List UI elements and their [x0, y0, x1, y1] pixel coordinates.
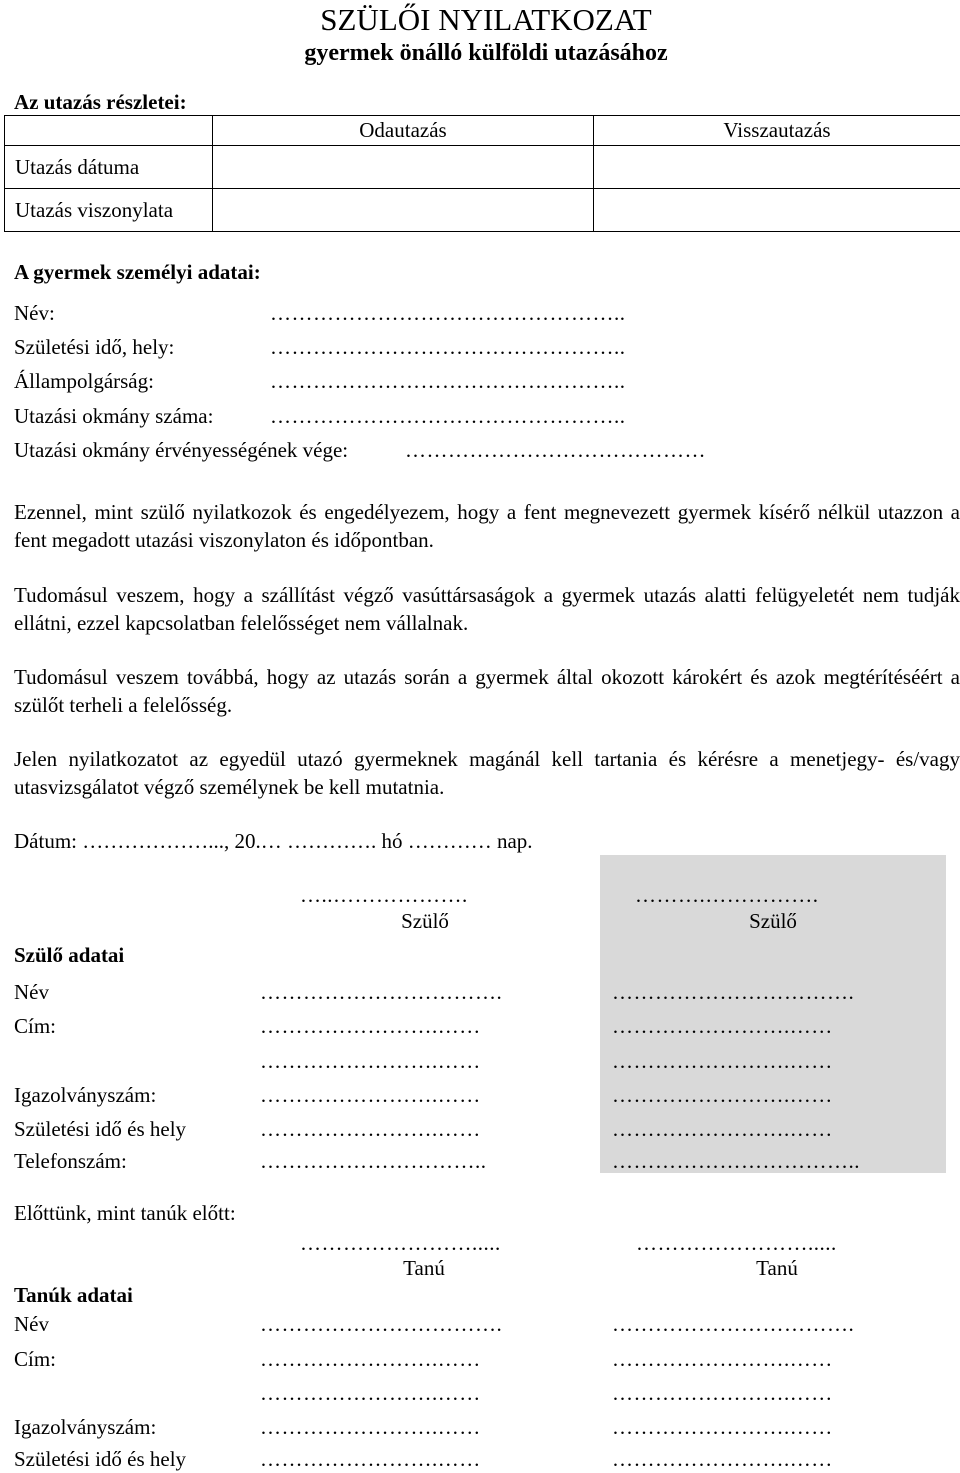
parent2-address-field-2[interactable]: …………………….…… [612, 1049, 833, 1073]
parent1-id-field[interactable]: …………………….…… [260, 1083, 481, 1107]
witness1-id-field[interactable]: …………………….…… [260, 1415, 481, 1439]
supervision-paragraph: Tudomásul veszem, hogy a szállítást végző vasúttársaságok a gyermek utazás alatti felügyeletét nem tudják ellátni, ezzel kapcsolatban felelősséget nem vállalnak. [14, 583, 960, 635]
child-section-label: A gyermek személyi adatai: [14, 260, 261, 284]
witness1-address-field[interactable]: …………………….…… [260, 1347, 481, 1371]
parent1-name-field[interactable]: ……………………………. [260, 980, 503, 1004]
witness1-signature-line[interactable]: ……………………..... [300, 1231, 501, 1255]
document-subtitle: gyermek önálló külföldi utazásához [304, 40, 668, 66]
child-citizenship-field[interactable]: ………………………………………….. [270, 369, 626, 393]
col-return: Visszautazás [594, 116, 960, 146]
witness1-signature-label: Tanú [403, 1256, 445, 1280]
witness1-name-field[interactable]: ……………………………. [260, 1312, 503, 1336]
document-title: SZÜLŐI NYILATKOZAT [320, 2, 652, 37]
date-line[interactable]: Dátum: ………………..., 20.… …………. hó ………… nap. [14, 829, 533, 853]
witness2-id-field[interactable]: …………………….…… [612, 1415, 833, 1439]
child-name-label: Név: [14, 301, 55, 325]
witness-name-label: Név [14, 1312, 49, 1336]
parents-section-label: Szülő adatai [14, 943, 125, 967]
row-travel-date: Utazás dátuma [5, 146, 213, 189]
liability-paragraph: Tudomásul veszem továbbá, hogy az utazás során a gyermek által okozott károkért és azok megtérítéséért a szülőt terheli a felelősség. [14, 665, 960, 717]
parent-name-label: Név [14, 980, 49, 1004]
trip-table-corner [5, 116, 213, 146]
witness2-birth-field[interactable]: …………………….…… [612, 1447, 833, 1471]
parent-phone-label: Telefonszám: [14, 1149, 127, 1173]
child-citizenship-label: Állampolgárság: [14, 369, 154, 393]
child-doc-number-field[interactable]: ………………………………………….. [270, 404, 626, 428]
witness-address-label: Cím: [14, 1347, 57, 1371]
witness2-signature-line[interactable]: ……………………..... [636, 1231, 837, 1255]
witness1-birth-field[interactable]: …………………….…… [260, 1447, 481, 1471]
parent2-phone-field[interactable]: …………………………….. [612, 1149, 860, 1173]
carry-paragraph: Jelen nyilatkozatot az egyedül utazó gyermeknek magánál kell tartania és kérésre a menetjegy- és/vagy utasvizsgálatot végző személynek be kell mutatnia. [14, 747, 960, 799]
parent-birth-label: Születési idő és hely [14, 1117, 187, 1141]
child-birth-label: Születési idő, hely: [14, 335, 175, 359]
parent2-name-field[interactable]: ……………………………. [612, 980, 855, 1004]
col-outbound: Odautazás [213, 116, 594, 146]
parent2-signature-line[interactable]: ……….……………. [635, 883, 819, 907]
consent-paragraph: Ezennel, mint szülő nyilatkozok és engedélyezem, hogy a fent megnevezett gyermek kísérő nélkül utazzon a fent megadott utazási viszonylaton és időpontban. [14, 500, 960, 552]
child-name-field[interactable]: ………………………………………….. [270, 301, 626, 325]
witness-id-label: Igazolványszám: [14, 1415, 157, 1439]
witnesses-section-label: Tanúk adatai [14, 1283, 133, 1307]
parent1-address-field-2[interactable]: …………………….…… [260, 1049, 481, 1073]
parent2-address-field[interactable]: …………………….…… [612, 1014, 833, 1038]
parent1-signature-line[interactable]: …..………………. [300, 883, 468, 907]
trip-table [4, 115, 960, 232]
trip-section-label: Az utazás részletei: [14, 90, 187, 114]
parent2-birth-field[interactable]: …………………….…… [612, 1117, 833, 1141]
parent1-signature-label: Szülő [401, 909, 449, 933]
witness-intro: Előttünk, mint tanúk előtt: [14, 1201, 236, 1225]
parent2-id-field[interactable]: …………………….…… [612, 1083, 833, 1107]
child-doc-expiry-field[interactable]: …………………………………… [405, 438, 706, 462]
witness2-address-field-2[interactable]: …………………….…… [612, 1381, 833, 1405]
child-doc-expiry-label: Utazási okmány érvényességének vége: [14, 438, 349, 462]
witness2-signature-label: Tanú [756, 1256, 798, 1280]
witness2-name-field[interactable]: ……………………………. [612, 1312, 855, 1336]
parent1-phone-field[interactable]: ………………………….. [260, 1149, 487, 1173]
witness1-address-field-2[interactable]: …………………….…… [260, 1381, 481, 1405]
row-travel-route: Utazás viszonylata [5, 189, 213, 232]
witness-birth-label: Születési idő és hely [14, 1447, 187, 1471]
return-date-cell[interactable] [594, 146, 960, 189]
parent1-address-field[interactable]: …………………….…… [260, 1014, 481, 1038]
return-route-cell[interactable] [594, 189, 960, 232]
outbound-date-cell[interactable] [213, 146, 594, 189]
parent1-birth-field[interactable]: …………………….…… [260, 1117, 481, 1141]
parent-address-label: Cím: [14, 1014, 57, 1038]
outbound-route-cell[interactable] [213, 189, 594, 232]
parent-id-label: Igazolványszám: [14, 1083, 157, 1107]
child-doc-number-label: Utazási okmány száma: [14, 404, 214, 428]
parent2-signature-label: Szülő [749, 909, 797, 933]
witness2-address-field[interactable]: …………………….…… [612, 1347, 833, 1371]
child-birth-field[interactable]: ………………………………………….. [270, 335, 626, 359]
